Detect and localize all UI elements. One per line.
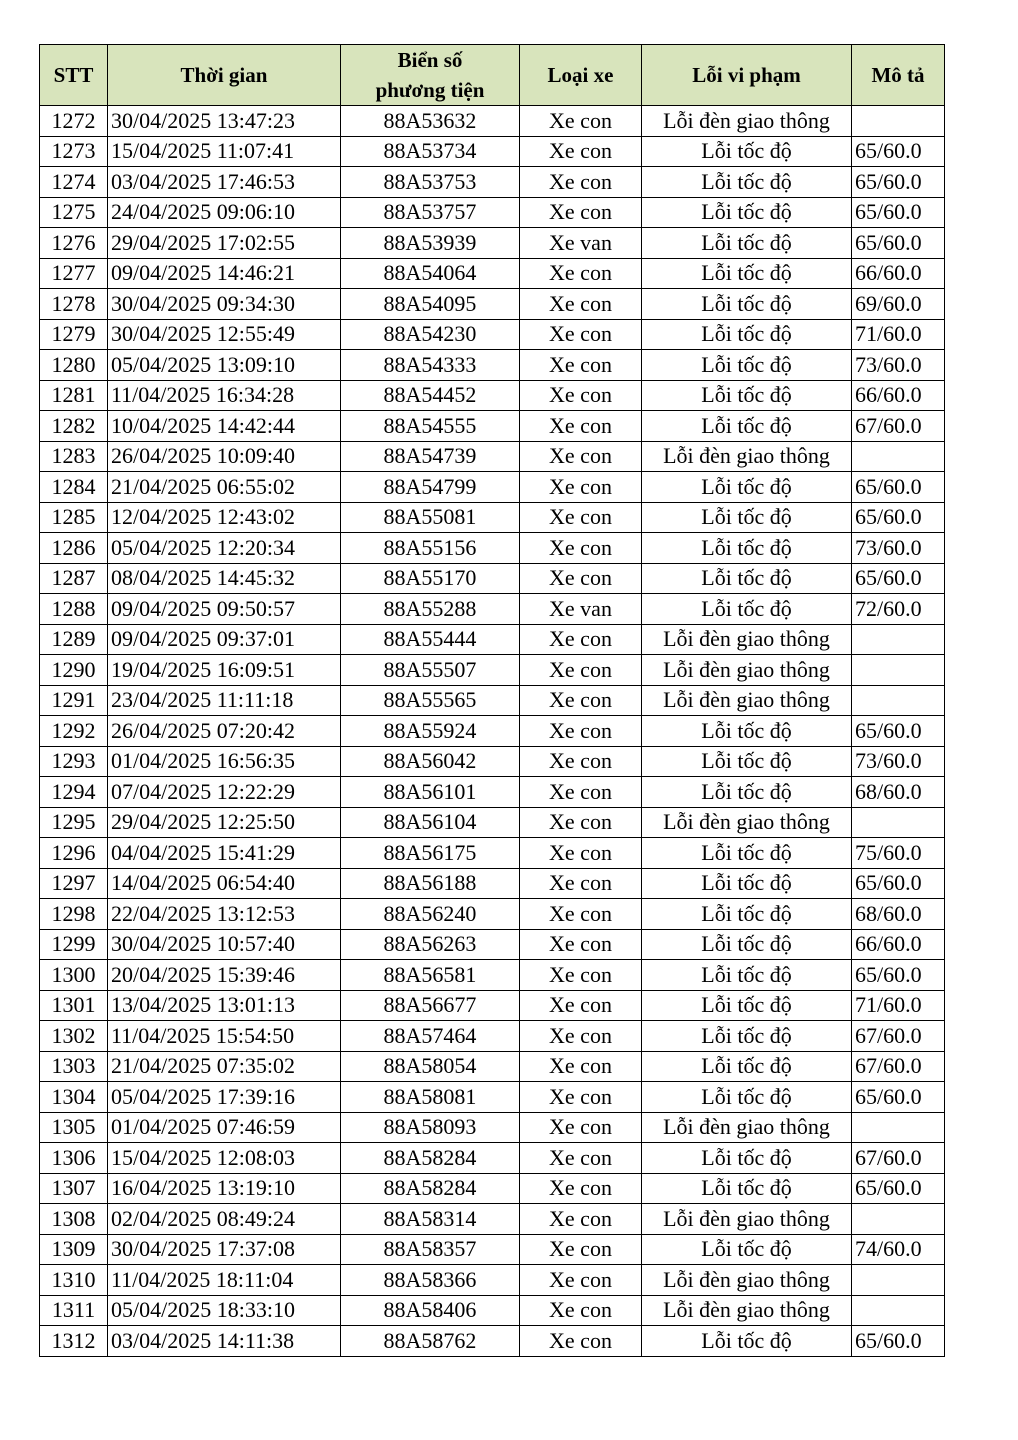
cell-plate: 88A53734 (341, 136, 520, 167)
table-row (40, 1295, 945, 1326)
table-row (40, 197, 945, 228)
cell-vehicle-type: Xe con (520, 411, 642, 442)
cell-vehicle-type: Xe con (520, 960, 642, 991)
cell-plate: 88A55507 (341, 655, 520, 686)
cell-description: 67/60.0 (852, 1051, 945, 1082)
cell-violation: Lỗi tốc độ (642, 228, 852, 259)
cell-time: 14/04/2025 06:54:40 (108, 868, 341, 899)
cell-plate: 88A54555 (341, 411, 520, 442)
cell-stt: 1283 (40, 441, 108, 472)
cell-description: 66/60.0 (852, 380, 945, 411)
cell-vehicle-type: Xe con (520, 350, 642, 381)
cell-vehicle-type: Xe con (520, 319, 642, 350)
cell-time: 13/04/2025 13:01:13 (108, 990, 341, 1021)
table-row (40, 655, 945, 686)
cell-time: 01/04/2025 16:56:35 (108, 746, 341, 777)
cell-plate: 88A55444 (341, 624, 520, 655)
cell-description: 75/60.0 (852, 838, 945, 869)
cell-violation: Lỗi đèn giao thông (642, 624, 852, 655)
cell-description: 71/60.0 (852, 990, 945, 1021)
table-row (40, 1021, 945, 1052)
cell-plate: 88A55170 (341, 563, 520, 594)
cell-description (852, 1295, 945, 1326)
cell-plate: 88A53753 (341, 167, 520, 198)
cell-description: 66/60.0 (852, 258, 945, 289)
cell-vehicle-type: Xe con (520, 685, 642, 716)
cell-stt: 1288 (40, 594, 108, 625)
cell-time: 03/04/2025 14:11:38 (108, 1326, 341, 1357)
cell-stt: 1298 (40, 899, 108, 930)
table-row (40, 1204, 945, 1235)
cell-time: 24/04/2025 09:06:10 (108, 197, 341, 228)
table-row (40, 899, 945, 930)
cell-time: 11/04/2025 16:34:28 (108, 380, 341, 411)
cell-time: 15/04/2025 11:07:41 (108, 136, 341, 167)
cell-violation: Lỗi đèn giao thông (642, 685, 852, 716)
table-row (40, 1326, 945, 1357)
cell-vehicle-type: Xe con (520, 1051, 642, 1082)
cell-violation: Lỗi tốc độ (642, 1326, 852, 1357)
cell-description: 65/60.0 (852, 1082, 945, 1113)
cell-time: 04/04/2025 15:41:29 (108, 838, 341, 869)
cell-vehicle-type: Xe con (520, 868, 642, 899)
table-row (40, 1051, 945, 1082)
cell-violation: Lỗi đèn giao thông (642, 1204, 852, 1235)
cell-violation: Lỗi tốc độ (642, 1021, 852, 1052)
cell-time: 30/04/2025 12:55:49 (108, 319, 341, 350)
header-stt: STT (40, 45, 108, 106)
cell-stt: 1293 (40, 746, 108, 777)
cell-time: 02/04/2025 08:49:24 (108, 1204, 341, 1235)
cell-vehicle-type: Xe con (520, 716, 642, 747)
cell-violation: Lỗi đèn giao thông (642, 655, 852, 686)
cell-stt: 1286 (40, 533, 108, 564)
cell-time: 21/04/2025 07:35:02 (108, 1051, 341, 1082)
cell-description (852, 807, 945, 838)
cell-violation: Lỗi đèn giao thông (642, 1295, 852, 1326)
cell-violation: Lỗi tốc độ (642, 563, 852, 594)
cell-time: 16/04/2025 13:19:10 (108, 1173, 341, 1204)
cell-time: 22/04/2025 13:12:53 (108, 899, 341, 930)
cell-violation: Lỗi tốc độ (642, 502, 852, 533)
cell-violation: Lỗi tốc độ (642, 1234, 852, 1265)
cell-description: 65/60.0 (852, 136, 945, 167)
cell-vehicle-type: Xe con (520, 502, 642, 533)
cell-vehicle-type: Xe con (520, 197, 642, 228)
cell-stt: 1299 (40, 929, 108, 960)
cell-time: 11/04/2025 18:11:04 (108, 1265, 341, 1296)
header-description: Mô tả (852, 45, 945, 106)
cell-plate: 88A53939 (341, 228, 520, 259)
cell-plate: 88A58762 (341, 1326, 520, 1357)
cell-description: 69/60.0 (852, 289, 945, 320)
cell-stt: 1306 (40, 1143, 108, 1174)
cell-plate: 88A56188 (341, 868, 520, 899)
cell-stt: 1287 (40, 563, 108, 594)
violations-table (39, 44, 945, 1357)
cell-plate: 88A53757 (341, 197, 520, 228)
cell-stt: 1291 (40, 685, 108, 716)
cell-violation: Lỗi đèn giao thông (642, 1112, 852, 1143)
cell-stt: 1284 (40, 472, 108, 503)
cell-violation: Lỗi tốc độ (642, 380, 852, 411)
table-row (40, 960, 945, 991)
cell-vehicle-type: Xe con (520, 1204, 642, 1235)
cell-stt: 1292 (40, 716, 108, 747)
cell-stt: 1296 (40, 838, 108, 869)
cell-stt: 1276 (40, 228, 108, 259)
cell-time: 29/04/2025 12:25:50 (108, 807, 341, 838)
cell-stt: 1279 (40, 319, 108, 350)
cell-violation: Lỗi tốc độ (642, 1082, 852, 1113)
table-row (40, 472, 945, 503)
cell-description: 71/60.0 (852, 319, 945, 350)
cell-violation: Lỗi tốc độ (642, 197, 852, 228)
cell-description (852, 655, 945, 686)
cell-plate: 88A54230 (341, 319, 520, 350)
cell-vehicle-type: Xe van (520, 228, 642, 259)
table-row (40, 990, 945, 1021)
cell-violation: Lỗi đèn giao thông (642, 1265, 852, 1296)
cell-plate: 88A58406 (341, 1295, 520, 1326)
cell-violation: Lỗi tốc độ (642, 838, 852, 869)
cell-vehicle-type: Xe con (520, 746, 642, 777)
cell-description: 73/60.0 (852, 350, 945, 381)
cell-plate: 88A57464 (341, 1021, 520, 1052)
cell-description (852, 1204, 945, 1235)
table-row (40, 929, 945, 960)
cell-plate: 88A56240 (341, 899, 520, 930)
cell-plate: 88A58093 (341, 1112, 520, 1143)
cell-vehicle-type: Xe con (520, 472, 642, 503)
cell-plate: 88A58284 (341, 1173, 520, 1204)
cell-plate: 88A56263 (341, 929, 520, 960)
cell-vehicle-type: Xe con (520, 441, 642, 472)
cell-time: 09/04/2025 09:50:57 (108, 594, 341, 625)
header-vehicle-type: Loại xe (520, 45, 642, 106)
table-row (40, 289, 945, 320)
cell-stt: 1281 (40, 380, 108, 411)
table-row (40, 441, 945, 472)
cell-description: 65/60.0 (852, 228, 945, 259)
cell-violation: Lỗi đèn giao thông (642, 807, 852, 838)
cell-vehicle-type: Xe con (520, 1265, 642, 1296)
cell-time: 09/04/2025 14:46:21 (108, 258, 341, 289)
cell-description: 72/60.0 (852, 594, 945, 625)
table-row (40, 136, 945, 167)
cell-plate: 88A55156 (341, 533, 520, 564)
cell-plate: 88A56101 (341, 777, 520, 808)
cell-time: 08/04/2025 14:45:32 (108, 563, 341, 594)
cell-plate: 88A56175 (341, 838, 520, 869)
cell-time: 09/04/2025 09:37:01 (108, 624, 341, 655)
cell-plate: 88A54064 (341, 258, 520, 289)
table-row (40, 746, 945, 777)
cell-time: 26/04/2025 07:20:42 (108, 716, 341, 747)
cell-stt: 1311 (40, 1295, 108, 1326)
cell-description (852, 1112, 945, 1143)
cell-stt: 1290 (40, 655, 108, 686)
cell-plate: 88A56104 (341, 807, 520, 838)
table-row (40, 1234, 945, 1265)
cell-violation: Lỗi tốc độ (642, 1173, 852, 1204)
cell-vehicle-type: Xe van (520, 594, 642, 625)
cell-vehicle-type: Xe con (520, 1173, 642, 1204)
cell-stt: 1301 (40, 990, 108, 1021)
cell-vehicle-type: Xe con (520, 1295, 642, 1326)
cell-violation: Lỗi tốc độ (642, 990, 852, 1021)
cell-plate: 88A54799 (341, 472, 520, 503)
table-row (40, 1173, 945, 1204)
cell-description: 67/60.0 (852, 1021, 945, 1052)
cell-plate: 88A58357 (341, 1234, 520, 1265)
cell-description: 67/60.0 (852, 411, 945, 442)
table-row (40, 685, 945, 716)
cell-stt: 1309 (40, 1234, 108, 1265)
cell-stt: 1274 (40, 167, 108, 198)
table-row (40, 167, 945, 198)
cell-description: 66/60.0 (852, 929, 945, 960)
cell-time: 30/04/2025 09:34:30 (108, 289, 341, 320)
cell-plate: 88A56581 (341, 960, 520, 991)
cell-stt: 1278 (40, 289, 108, 320)
cell-stt: 1308 (40, 1204, 108, 1235)
cell-stt: 1294 (40, 777, 108, 808)
cell-plate: 88A54452 (341, 380, 520, 411)
cell-violation: Lỗi đèn giao thông (642, 106, 852, 137)
cell-vehicle-type: Xe con (520, 1021, 642, 1052)
cell-violation: Lỗi tốc độ (642, 533, 852, 564)
table-row (40, 563, 945, 594)
header-violation: Lỗi vi phạm (642, 45, 852, 106)
table-row (40, 258, 945, 289)
table-row (40, 624, 945, 655)
cell-plate: 88A54739 (341, 441, 520, 472)
cell-violation: Lỗi tốc độ (642, 716, 852, 747)
cell-description: 73/60.0 (852, 533, 945, 564)
cell-time: 30/04/2025 17:37:08 (108, 1234, 341, 1265)
cell-description (852, 441, 945, 472)
cell-description (852, 1265, 945, 1296)
header-row (40, 45, 945, 106)
cell-time: 12/04/2025 12:43:02 (108, 502, 341, 533)
cell-description (852, 685, 945, 716)
table-row (40, 106, 945, 137)
cell-plate: 88A58314 (341, 1204, 520, 1235)
cell-description: 65/60.0 (852, 1173, 945, 1204)
cell-stt: 1307 (40, 1173, 108, 1204)
cell-vehicle-type: Xe con (520, 106, 642, 137)
cell-violation: Lỗi tốc độ (642, 777, 852, 808)
cell-stt: 1277 (40, 258, 108, 289)
cell-description: 67/60.0 (852, 1143, 945, 1174)
cell-stt: 1303 (40, 1051, 108, 1082)
cell-stt: 1289 (40, 624, 108, 655)
table-row (40, 411, 945, 442)
cell-stt: 1300 (40, 960, 108, 991)
table-row (40, 868, 945, 899)
cell-description: 74/60.0 (852, 1234, 945, 1265)
cell-stt: 1285 (40, 502, 108, 533)
table-row (40, 1112, 945, 1143)
cell-vehicle-type: Xe con (520, 563, 642, 594)
cell-plate: 88A55565 (341, 685, 520, 716)
cell-plate: 88A56042 (341, 746, 520, 777)
cell-stt: 1305 (40, 1112, 108, 1143)
cell-stt: 1304 (40, 1082, 108, 1113)
table-row (40, 1082, 945, 1113)
table-row (40, 807, 945, 838)
cell-time: 03/04/2025 17:46:53 (108, 167, 341, 198)
cell-plate: 88A56677 (341, 990, 520, 1021)
cell-description: 73/60.0 (852, 746, 945, 777)
cell-vehicle-type: Xe con (520, 289, 642, 320)
cell-time: 20/04/2025 15:39:46 (108, 960, 341, 991)
cell-stt: 1280 (40, 350, 108, 381)
cell-violation: Lỗi tốc độ (642, 746, 852, 777)
cell-vehicle-type: Xe con (520, 1143, 642, 1174)
cell-description (852, 624, 945, 655)
cell-time: 05/04/2025 18:33:10 (108, 1295, 341, 1326)
cell-time: 01/04/2025 07:46:59 (108, 1112, 341, 1143)
cell-vehicle-type: Xe con (520, 1326, 642, 1357)
cell-description (852, 106, 945, 137)
cell-violation: Lỗi tốc độ (642, 319, 852, 350)
cell-vehicle-type: Xe con (520, 136, 642, 167)
cell-vehicle-type: Xe con (520, 624, 642, 655)
cell-stt: 1312 (40, 1326, 108, 1357)
cell-description: 65/60.0 (852, 167, 945, 198)
cell-violation: Lỗi tốc độ (642, 289, 852, 320)
cell-vehicle-type: Xe con (520, 1234, 642, 1265)
table-row (40, 228, 945, 259)
header-plate-line1: Biển số (397, 48, 463, 72)
cell-plate: 88A54095 (341, 289, 520, 320)
cell-vehicle-type: Xe con (520, 777, 642, 808)
header-plate (341, 45, 520, 106)
cell-time: 11/04/2025 15:54:50 (108, 1021, 341, 1052)
cell-vehicle-type: Xe con (520, 929, 642, 960)
cell-time: 29/04/2025 17:02:55 (108, 228, 341, 259)
cell-violation: Lỗi tốc độ (642, 411, 852, 442)
cell-plate: 88A58284 (341, 1143, 520, 1174)
cell-time: 05/04/2025 13:09:10 (108, 350, 341, 381)
cell-description: 68/60.0 (852, 899, 945, 930)
cell-stt: 1273 (40, 136, 108, 167)
cell-violation: Lỗi tốc độ (642, 472, 852, 503)
table-row (40, 594, 945, 625)
header-time: Thời gian (108, 45, 341, 106)
cell-vehicle-type: Xe con (520, 838, 642, 869)
cell-violation: Lỗi tốc độ (642, 136, 852, 167)
cell-time: 21/04/2025 06:55:02 (108, 472, 341, 503)
cell-plate: 88A55288 (341, 594, 520, 625)
table-row (40, 319, 945, 350)
cell-stt: 1295 (40, 807, 108, 838)
table-row (40, 716, 945, 747)
cell-description: 65/60.0 (852, 197, 945, 228)
cell-time: 23/04/2025 11:11:18 (108, 685, 341, 716)
table-row (40, 502, 945, 533)
cell-description: 65/60.0 (852, 1326, 945, 1357)
cell-violation: Lỗi tốc độ (642, 899, 852, 930)
table-row (40, 380, 945, 411)
table-row (40, 533, 945, 564)
cell-stt: 1282 (40, 411, 108, 442)
cell-plate: 88A54333 (341, 350, 520, 381)
cell-violation: Lỗi tốc độ (642, 594, 852, 625)
cell-time: 30/04/2025 13:47:23 (108, 106, 341, 137)
cell-description: 65/60.0 (852, 472, 945, 503)
cell-description: 65/60.0 (852, 563, 945, 594)
cell-description: 65/60.0 (852, 960, 945, 991)
cell-vehicle-type: Xe con (520, 380, 642, 411)
cell-time: 15/04/2025 12:08:03 (108, 1143, 341, 1174)
cell-plate: 88A55081 (341, 502, 520, 533)
cell-vehicle-type: Xe con (520, 258, 642, 289)
cell-description: 65/60.0 (852, 502, 945, 533)
table-row (40, 1143, 945, 1174)
cell-vehicle-type: Xe con (520, 167, 642, 198)
cell-stt: 1272 (40, 106, 108, 137)
cell-description: 65/60.0 (852, 716, 945, 747)
cell-time: 05/04/2025 12:20:34 (108, 533, 341, 564)
table-row (40, 838, 945, 869)
cell-vehicle-type: Xe con (520, 533, 642, 564)
cell-vehicle-type: Xe con (520, 655, 642, 686)
cell-stt: 1275 (40, 197, 108, 228)
cell-violation: Lỗi tốc độ (642, 350, 852, 381)
table-row (40, 777, 945, 808)
cell-description: 65/60.0 (852, 868, 945, 899)
cell-vehicle-type: Xe con (520, 807, 642, 838)
cell-violation: Lỗi tốc độ (642, 868, 852, 899)
cell-vehicle-type: Xe con (520, 990, 642, 1021)
cell-time: 30/04/2025 10:57:40 (108, 929, 341, 960)
table-row (40, 1265, 945, 1296)
cell-stt: 1302 (40, 1021, 108, 1052)
cell-violation: Lỗi tốc độ (642, 929, 852, 960)
cell-plate: 88A55924 (341, 716, 520, 747)
cell-vehicle-type: Xe con (520, 1082, 642, 1113)
cell-violation: Lỗi đèn giao thông (642, 441, 852, 472)
cell-violation: Lỗi tốc độ (642, 1143, 852, 1174)
cell-time: 05/04/2025 17:39:16 (108, 1082, 341, 1113)
cell-plate: 88A58054 (341, 1051, 520, 1082)
cell-plate: 88A58366 (341, 1265, 520, 1296)
cell-time: 26/04/2025 10:09:40 (108, 441, 341, 472)
cell-stt: 1310 (40, 1265, 108, 1296)
cell-violation: Lỗi tốc độ (642, 1051, 852, 1082)
cell-violation: Lỗi tốc độ (642, 258, 852, 289)
cell-description: 68/60.0 (852, 777, 945, 808)
cell-stt: 1297 (40, 868, 108, 899)
cell-vehicle-type: Xe con (520, 899, 642, 930)
cell-plate: 88A58081 (341, 1082, 520, 1113)
cell-violation: Lỗi tốc độ (642, 960, 852, 991)
cell-time: 19/04/2025 16:09:51 (108, 655, 341, 686)
table-row (40, 350, 945, 381)
cell-plate: 88A53632 (341, 106, 520, 137)
cell-vehicle-type: Xe con (520, 1112, 642, 1143)
header-plate-line2: phương tiện (375, 78, 485, 102)
cell-time: 07/04/2025 12:22:29 (108, 777, 341, 808)
cell-violation: Lỗi tốc độ (642, 167, 852, 198)
cell-time: 10/04/2025 14:42:44 (108, 411, 341, 442)
